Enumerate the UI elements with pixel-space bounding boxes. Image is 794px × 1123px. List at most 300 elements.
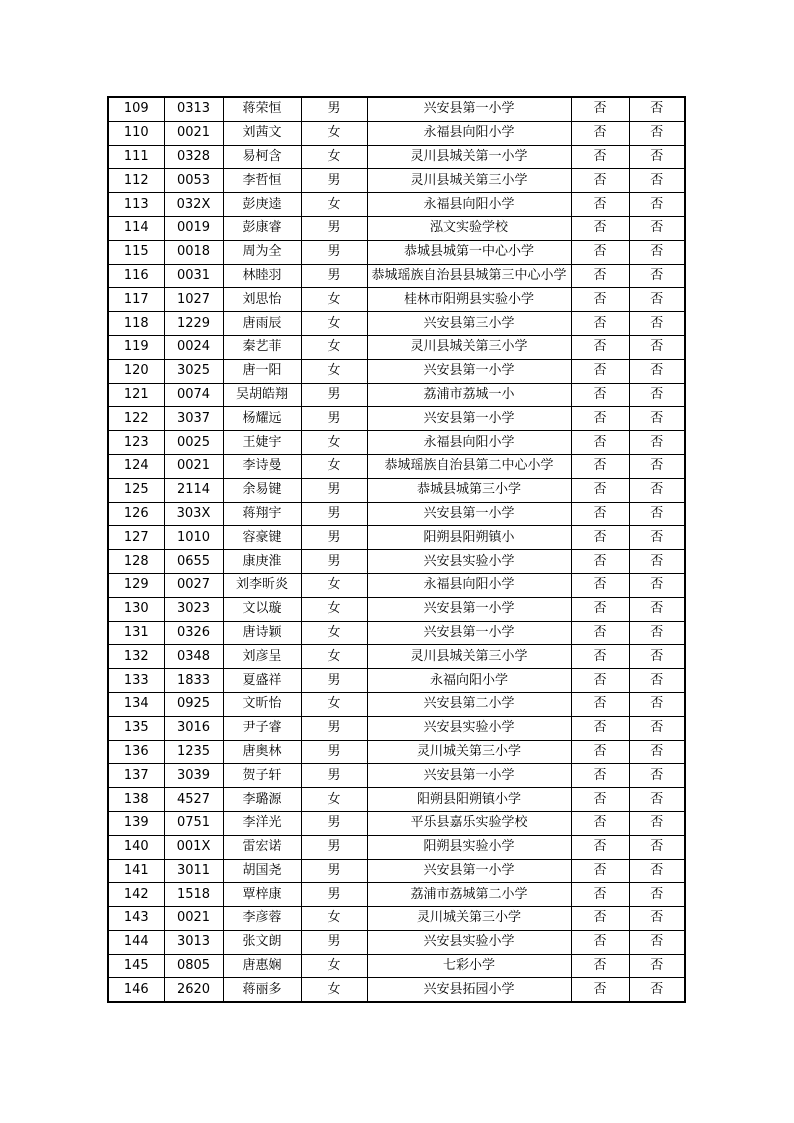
student-name-cell: 吴胡皓翔 [223, 383, 301, 407]
school-cell: 兴安县第一小学 [367, 359, 571, 383]
flag-two-cell: 否 [629, 573, 685, 597]
gender-cell: 女 [301, 978, 367, 1002]
id-suffix-cell: 1027 [164, 288, 223, 312]
table-row [108, 597, 685, 621]
flag-one-cell: 否 [571, 335, 629, 359]
flag-one-cell: 否 [571, 312, 629, 336]
flag-two-cell: 否 [629, 788, 685, 812]
school-cell: 恭城瑶族自治县县城第三中心小学 [367, 264, 571, 288]
id-suffix-cell: 1833 [164, 669, 223, 693]
id-suffix-cell: 0027 [164, 573, 223, 597]
student-name-cell: 秦艺菲 [223, 335, 301, 359]
gender-cell: 女 [301, 788, 367, 812]
table-row [108, 740, 685, 764]
gender-cell: 男 [301, 216, 367, 240]
flag-one-cell: 否 [571, 930, 629, 954]
gender-cell: 女 [301, 597, 367, 621]
table-row [108, 145, 685, 169]
student-name-cell: 刘茜文 [223, 121, 301, 145]
row-number-cell: 141 [108, 859, 164, 883]
table-row [108, 764, 685, 788]
flag-one-cell: 否 [571, 907, 629, 931]
school-cell: 灵川县城关第一小学 [367, 145, 571, 169]
flag-one-cell: 否 [571, 193, 629, 217]
gender-cell: 男 [301, 883, 367, 907]
id-suffix-cell: 2114 [164, 478, 223, 502]
row-number-cell: 120 [108, 359, 164, 383]
flag-one-cell: 否 [571, 526, 629, 550]
student-name-cell: 贺子轩 [223, 764, 301, 788]
flag-two-cell: 否 [629, 526, 685, 550]
school-cell: 兴安县第一小学 [367, 859, 571, 883]
row-number-cell: 117 [108, 288, 164, 312]
id-suffix-cell: 4527 [164, 788, 223, 812]
table-row [108, 835, 685, 859]
table-row [108, 383, 685, 407]
flag-one-cell: 否 [571, 478, 629, 502]
id-suffix-cell: 3039 [164, 764, 223, 788]
gender-cell: 男 [301, 407, 367, 431]
student-name-cell: 夏盛祥 [223, 669, 301, 693]
id-suffix-cell: 3011 [164, 859, 223, 883]
flag-two-cell: 否 [629, 907, 685, 931]
flag-two-cell: 否 [629, 312, 685, 336]
school-cell: 荔浦市荔城第二小学 [367, 883, 571, 907]
flag-two-cell: 否 [629, 811, 685, 835]
gender-cell: 男 [301, 716, 367, 740]
flag-one-cell: 否 [571, 645, 629, 669]
table-row [108, 859, 685, 883]
student-name-cell: 文昕怡 [223, 692, 301, 716]
id-suffix-cell: 0024 [164, 335, 223, 359]
student-name-cell: 康庚淮 [223, 550, 301, 574]
school-cell: 兴安县第一小学 [367, 597, 571, 621]
table-row [108, 788, 685, 812]
student-name-cell: 尹子睿 [223, 716, 301, 740]
id-suffix-cell: 0348 [164, 645, 223, 669]
row-number-cell: 115 [108, 240, 164, 264]
flag-two-cell: 否 [629, 383, 685, 407]
row-number-cell: 134 [108, 692, 164, 716]
student-name-cell: 刘彦呈 [223, 645, 301, 669]
id-suffix-cell: 2620 [164, 978, 223, 1002]
table-row [108, 978, 685, 1002]
gender-cell: 女 [301, 573, 367, 597]
flag-one-cell: 否 [571, 669, 629, 693]
school-cell: 兴安县第二小学 [367, 692, 571, 716]
row-number-cell: 129 [108, 573, 164, 597]
flag-two-cell: 否 [629, 216, 685, 240]
student-name-cell: 余易键 [223, 478, 301, 502]
school-cell: 兴安县第一小学 [367, 407, 571, 431]
school-cell: 灵川县城关第三小学 [367, 645, 571, 669]
student-name-cell: 彭康睿 [223, 216, 301, 240]
id-suffix-cell: 0019 [164, 216, 223, 240]
table-row [108, 954, 685, 978]
gender-cell: 男 [301, 478, 367, 502]
row-number-cell: 142 [108, 883, 164, 907]
row-number-cell: 128 [108, 550, 164, 574]
student-name-cell: 唐奥林 [223, 740, 301, 764]
flag-two-cell: 否 [629, 169, 685, 193]
student-name-cell: 文以璇 [223, 597, 301, 621]
flag-one-cell: 否 [571, 145, 629, 169]
school-cell: 灵川县城关第三小学 [367, 335, 571, 359]
row-number-cell: 138 [108, 788, 164, 812]
row-number-cell: 139 [108, 811, 164, 835]
flag-one-cell: 否 [571, 811, 629, 835]
gender-cell: 男 [301, 740, 367, 764]
table-row [108, 930, 685, 954]
table-row [108, 526, 685, 550]
school-cell: 兴安县第一小学 [367, 764, 571, 788]
student-name-cell: 唐一阳 [223, 359, 301, 383]
flag-two-cell: 否 [629, 359, 685, 383]
student-name-cell: 林睦羽 [223, 264, 301, 288]
table-row [108, 288, 685, 312]
row-number-cell: 144 [108, 930, 164, 954]
flag-one-cell: 否 [571, 216, 629, 240]
flag-two-cell: 否 [629, 431, 685, 455]
school-cell: 荔浦市荔城一小 [367, 383, 571, 407]
school-cell: 兴安县第一小学 [367, 621, 571, 645]
school-cell: 兴安县第一小学 [367, 502, 571, 526]
gender-cell: 男 [301, 526, 367, 550]
gender-cell: 男 [301, 169, 367, 193]
table-row [108, 621, 685, 645]
student-name-cell: 雷宏诺 [223, 835, 301, 859]
student-name-cell: 彭庚逵 [223, 193, 301, 217]
row-number-cell: 127 [108, 526, 164, 550]
flag-one-cell: 否 [571, 169, 629, 193]
table-row [108, 669, 685, 693]
school-cell: 永福县向阳小学 [367, 431, 571, 455]
flag-one-cell: 否 [571, 550, 629, 574]
school-cell: 泓文实验学校 [367, 216, 571, 240]
student-name-cell: 蒋荣恒 [223, 97, 301, 121]
flag-two-cell: 否 [629, 454, 685, 478]
school-cell: 兴安县第三小学 [367, 312, 571, 336]
table-row [108, 121, 685, 145]
flag-one-cell: 否 [571, 573, 629, 597]
student-name-cell: 周为全 [223, 240, 301, 264]
flag-two-cell: 否 [629, 335, 685, 359]
id-suffix-cell: 1010 [164, 526, 223, 550]
school-cell: 恭城县城第三小学 [367, 478, 571, 502]
gender-cell: 男 [301, 859, 367, 883]
student-name-cell: 蒋翔宇 [223, 502, 301, 526]
flag-two-cell: 否 [629, 193, 685, 217]
flag-one-cell: 否 [571, 359, 629, 383]
table-row [108, 907, 685, 931]
gender-cell: 男 [301, 502, 367, 526]
table-row [108, 573, 685, 597]
gender-cell: 女 [301, 288, 367, 312]
row-number-cell: 126 [108, 502, 164, 526]
school-cell: 灵川城关第三小学 [367, 740, 571, 764]
gender-cell: 男 [301, 835, 367, 859]
flag-one-cell: 否 [571, 621, 629, 645]
school-cell: 阳朔县实验小学 [367, 835, 571, 859]
row-number-cell: 137 [108, 764, 164, 788]
gender-cell: 女 [301, 454, 367, 478]
id-suffix-cell: 0328 [164, 145, 223, 169]
table-row [108, 716, 685, 740]
row-number-cell: 119 [108, 335, 164, 359]
student-name-cell: 王婕宇 [223, 431, 301, 455]
student-name-cell: 容豪键 [223, 526, 301, 550]
flag-one-cell: 否 [571, 264, 629, 288]
id-suffix-cell: 0018 [164, 240, 223, 264]
row-number-cell: 130 [108, 597, 164, 621]
table-row [108, 264, 685, 288]
flag-two-cell: 否 [629, 883, 685, 907]
student-name-cell: 李璐源 [223, 788, 301, 812]
flag-one-cell: 否 [571, 97, 629, 121]
flag-two-cell: 否 [629, 978, 685, 1002]
flag-one-cell: 否 [571, 954, 629, 978]
flag-two-cell: 否 [629, 930, 685, 954]
gender-cell: 女 [301, 954, 367, 978]
student-roster-sheet [107, 96, 686, 1003]
row-number-cell: 124 [108, 454, 164, 478]
row-number-cell: 112 [108, 169, 164, 193]
student-name-cell: 易柯含 [223, 145, 301, 169]
gender-cell: 男 [301, 264, 367, 288]
row-number-cell: 123 [108, 431, 164, 455]
flag-one-cell: 否 [571, 716, 629, 740]
student-name-cell: 张文朗 [223, 930, 301, 954]
table-row [108, 169, 685, 193]
row-number-cell: 116 [108, 264, 164, 288]
school-cell: 七彩小学 [367, 954, 571, 978]
school-cell: 永福县向阳小学 [367, 121, 571, 145]
id-suffix-cell: 0925 [164, 692, 223, 716]
table-row [108, 407, 685, 431]
gender-cell: 女 [301, 907, 367, 931]
table-row [108, 97, 685, 121]
gender-cell: 女 [301, 692, 367, 716]
flag-one-cell: 否 [571, 835, 629, 859]
student-roster-table [107, 96, 686, 1003]
flag-one-cell: 否 [571, 859, 629, 883]
school-cell: 灵川城关第三小学 [367, 907, 571, 931]
gender-cell: 女 [301, 193, 367, 217]
flag-one-cell: 否 [571, 692, 629, 716]
school-cell: 兴安县实验小学 [367, 550, 571, 574]
student-name-cell: 李洋光 [223, 811, 301, 835]
gender-cell: 女 [301, 621, 367, 645]
table-row [108, 454, 685, 478]
school-cell: 永福向阳小学 [367, 669, 571, 693]
school-cell: 兴安县拓园小学 [367, 978, 571, 1002]
gender-cell: 男 [301, 383, 367, 407]
student-name-cell: 刘思怡 [223, 288, 301, 312]
flag-two-cell: 否 [629, 645, 685, 669]
id-suffix-cell: 0031 [164, 264, 223, 288]
roster-body [108, 97, 685, 1002]
gender-cell: 男 [301, 97, 367, 121]
table-row [108, 692, 685, 716]
id-suffix-cell: 0313 [164, 97, 223, 121]
id-suffix-cell: 1518 [164, 883, 223, 907]
flag-one-cell: 否 [571, 597, 629, 621]
id-suffix-cell: 3013 [164, 930, 223, 954]
gender-cell: 女 [301, 121, 367, 145]
flag-one-cell: 否 [571, 764, 629, 788]
row-number-cell: 122 [108, 407, 164, 431]
flag-one-cell: 否 [571, 454, 629, 478]
flag-two-cell: 否 [629, 597, 685, 621]
row-number-cell: 121 [108, 383, 164, 407]
id-suffix-cell: 0021 [164, 454, 223, 478]
row-number-cell: 132 [108, 645, 164, 669]
school-cell: 兴安县第一小学 [367, 97, 571, 121]
student-name-cell: 李诗曼 [223, 454, 301, 478]
gender-cell: 男 [301, 764, 367, 788]
table-row [108, 645, 685, 669]
flag-one-cell: 否 [571, 407, 629, 431]
student-name-cell: 胡国尧 [223, 859, 301, 883]
student-name-cell: 唐雨辰 [223, 312, 301, 336]
row-number-cell: 109 [108, 97, 164, 121]
student-name-cell: 李哲恒 [223, 169, 301, 193]
flag-two-cell: 否 [629, 145, 685, 169]
row-number-cell: 125 [108, 478, 164, 502]
table-row [108, 240, 685, 264]
flag-one-cell: 否 [571, 383, 629, 407]
row-number-cell: 143 [108, 907, 164, 931]
id-suffix-cell: 001X [164, 835, 223, 859]
student-name-cell: 唐诗颖 [223, 621, 301, 645]
table-row [108, 478, 685, 502]
flag-two-cell: 否 [629, 264, 685, 288]
flag-two-cell: 否 [629, 859, 685, 883]
gender-cell: 女 [301, 359, 367, 383]
id-suffix-cell: 1235 [164, 740, 223, 764]
student-name-cell: 蒋丽多 [223, 978, 301, 1002]
table-row [108, 335, 685, 359]
school-cell: 恭城瑶族自治县第二中心小学 [367, 454, 571, 478]
row-number-cell: 136 [108, 740, 164, 764]
flag-two-cell: 否 [629, 550, 685, 574]
id-suffix-cell: 3025 [164, 359, 223, 383]
row-number-cell: 146 [108, 978, 164, 1002]
gender-cell: 男 [301, 930, 367, 954]
id-suffix-cell: 0025 [164, 431, 223, 455]
flag-one-cell: 否 [571, 288, 629, 312]
flag-two-cell: 否 [629, 502, 685, 526]
row-number-cell: 118 [108, 312, 164, 336]
id-suffix-cell: 3016 [164, 716, 223, 740]
flag-two-cell: 否 [629, 669, 685, 693]
id-suffix-cell: 032X [164, 193, 223, 217]
id-suffix-cell: 0655 [164, 550, 223, 574]
table-row [108, 550, 685, 574]
student-name-cell: 李彦蓉 [223, 907, 301, 931]
flag-one-cell: 否 [571, 240, 629, 264]
gender-cell: 女 [301, 431, 367, 455]
id-suffix-cell: 303X [164, 502, 223, 526]
flag-one-cell: 否 [571, 788, 629, 812]
flag-one-cell: 否 [571, 978, 629, 1002]
student-name-cell: 唐惠娴 [223, 954, 301, 978]
row-number-cell: 110 [108, 121, 164, 145]
flag-two-cell: 否 [629, 692, 685, 716]
gender-cell: 女 [301, 312, 367, 336]
id-suffix-cell: 3037 [164, 407, 223, 431]
flag-two-cell: 否 [629, 740, 685, 764]
student-name-cell: 刘李昕炎 [223, 573, 301, 597]
gender-cell: 男 [301, 550, 367, 574]
row-number-cell: 140 [108, 835, 164, 859]
id-suffix-cell: 0021 [164, 121, 223, 145]
school-cell: 恭城县城第一中心小学 [367, 240, 571, 264]
school-cell: 阳朔县阳朔镇小学 [367, 788, 571, 812]
table-row [108, 811, 685, 835]
gender-cell: 男 [301, 669, 367, 693]
table-row [108, 431, 685, 455]
flag-two-cell: 否 [629, 478, 685, 502]
row-number-cell: 131 [108, 621, 164, 645]
school-cell: 兴安县实验小学 [367, 716, 571, 740]
table-row [108, 359, 685, 383]
flag-two-cell: 否 [629, 716, 685, 740]
row-number-cell: 114 [108, 216, 164, 240]
school-cell: 阳朔县阳朔镇小 [367, 526, 571, 550]
flag-one-cell: 否 [571, 431, 629, 455]
table-row [108, 312, 685, 336]
school-cell: 永福县向阳小学 [367, 573, 571, 597]
id-suffix-cell: 1229 [164, 312, 223, 336]
gender-cell: 男 [301, 811, 367, 835]
flag-two-cell: 否 [629, 621, 685, 645]
school-cell: 桂林市阳朔县实验小学 [367, 288, 571, 312]
flag-two-cell: 否 [629, 764, 685, 788]
flag-two-cell: 否 [629, 97, 685, 121]
id-suffix-cell: 0053 [164, 169, 223, 193]
school-cell: 永福县向阳小学 [367, 193, 571, 217]
flag-two-cell: 否 [629, 288, 685, 312]
flag-two-cell: 否 [629, 407, 685, 431]
row-number-cell: 135 [108, 716, 164, 740]
flag-one-cell: 否 [571, 121, 629, 145]
student-name-cell: 覃梓康 [223, 883, 301, 907]
flag-one-cell: 否 [571, 740, 629, 764]
id-suffix-cell: 3023 [164, 597, 223, 621]
row-number-cell: 145 [108, 954, 164, 978]
id-suffix-cell: 0074 [164, 383, 223, 407]
flag-two-cell: 否 [629, 835, 685, 859]
row-number-cell: 133 [108, 669, 164, 693]
gender-cell: 女 [301, 335, 367, 359]
student-name-cell: 杨耀远 [223, 407, 301, 431]
gender-cell: 男 [301, 240, 367, 264]
school-cell: 灵川县城关第三小学 [367, 169, 571, 193]
flag-one-cell: 否 [571, 502, 629, 526]
flag-two-cell: 否 [629, 240, 685, 264]
row-number-cell: 111 [108, 145, 164, 169]
id-suffix-cell: 0751 [164, 811, 223, 835]
school-cell: 平乐县嘉乐实验学校 [367, 811, 571, 835]
table-row [108, 216, 685, 240]
table-row [108, 193, 685, 217]
id-suffix-cell: 0805 [164, 954, 223, 978]
flag-two-cell: 否 [629, 121, 685, 145]
id-suffix-cell: 0326 [164, 621, 223, 645]
gender-cell: 女 [301, 145, 367, 169]
school-cell: 兴安县实验小学 [367, 930, 571, 954]
